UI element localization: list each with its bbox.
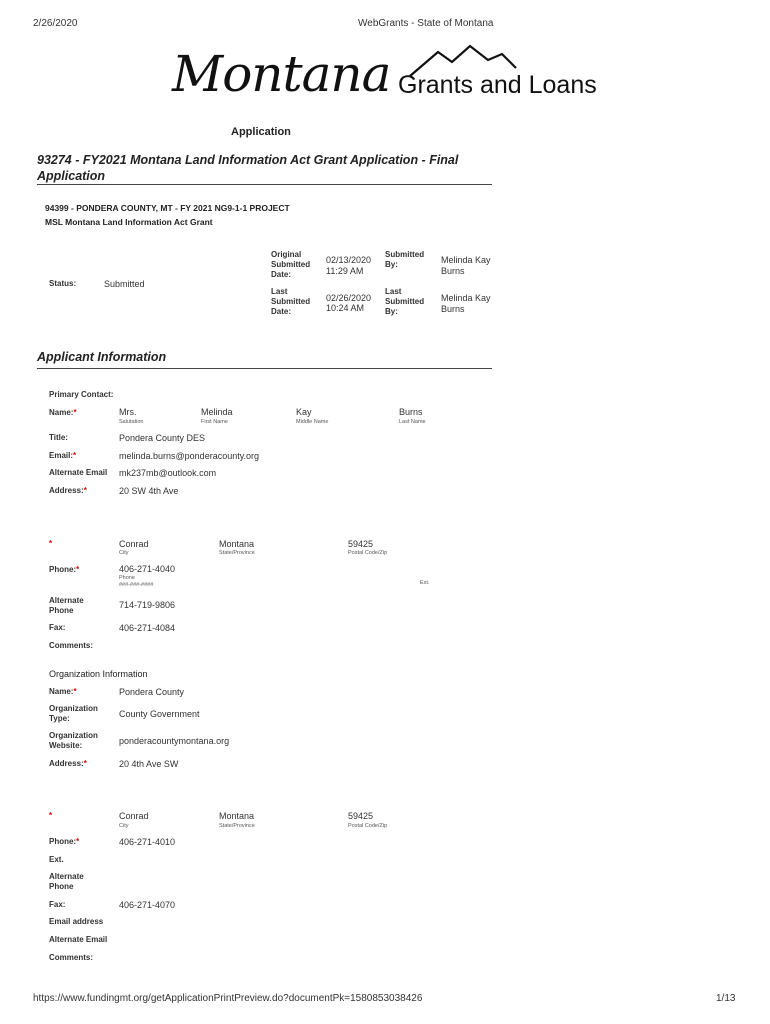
org-website-label: Organization Website: xyxy=(49,731,98,750)
last-submitted-date: 02/26/2020 xyxy=(326,293,372,303)
state-value: Montana xyxy=(219,539,255,549)
logo-text: Grants and Loans xyxy=(398,71,597,99)
ext-caption: Ext. xyxy=(420,580,430,586)
address-value: 20 SW 4th Ave xyxy=(119,486,179,496)
logo-script: Montana xyxy=(172,45,391,103)
required-marker: * xyxy=(73,687,77,696)
program-name: MSL Montana Land Information Act Grant xyxy=(45,217,213,227)
phone-format: ###-###-#### xyxy=(119,582,154,588)
zip-value: 59425 xyxy=(348,539,374,549)
required-marker: * xyxy=(73,451,77,460)
name-label-text: Name: xyxy=(49,408,74,417)
application-title: 93274 - FY2021 Montana Land Information Act Grant Application - Final Application xyxy=(37,153,459,183)
status-value: Submitted xyxy=(104,279,145,289)
phone-value: 406-271-4040 xyxy=(119,564,176,574)
org-alt-email-label: Alternate Email xyxy=(49,935,108,944)
last-submitted-time: 10:24 AM xyxy=(326,303,365,313)
org-ext-label: Ext. xyxy=(49,855,64,864)
required-marker: * xyxy=(76,837,80,846)
original-submitted-label: Original Submitted Date: xyxy=(271,250,311,279)
required-marker: * xyxy=(49,539,53,548)
org-city-caption: City xyxy=(119,823,129,829)
org-city-value: Conrad xyxy=(119,811,149,821)
footer-url: https://www.fundingmt.org/getApplicationPrintPreview.do?documentPk=1580853038426 xyxy=(33,993,423,1004)
status-label: Status: xyxy=(49,279,77,288)
phone-label xyxy=(49,565,79,574)
city-caption: City xyxy=(119,550,129,556)
org-zip-caption: Postal Code/Zip xyxy=(348,823,388,829)
org-type-label: Organization Type: xyxy=(49,704,98,723)
montana-logo xyxy=(172,44,622,114)
org-website-value: ponderacountymontana.org xyxy=(119,736,230,746)
page-number: 1/13 xyxy=(716,993,736,1004)
name-label xyxy=(49,408,77,417)
alt-email-value: mk237mb@outlook.com xyxy=(119,468,217,478)
original-submitted-time: 11:29 AM xyxy=(326,266,364,276)
applicant-divider xyxy=(37,368,492,369)
org-name-label xyxy=(49,687,77,696)
last-name-value: Burns xyxy=(399,407,423,417)
org-name-value: Pondera County xyxy=(119,687,185,697)
org-alt-phone-label: Alternate Phone xyxy=(49,872,84,891)
last-submitted-label: Last Submitted Date: xyxy=(271,287,311,316)
salutation-value: Mrs. xyxy=(119,407,137,417)
org-email-label: Email address xyxy=(49,917,104,926)
org-state-value: Montana xyxy=(219,811,255,821)
last-submitted-by-label: Last Submitted By: xyxy=(385,287,425,316)
fax-label: Fax: xyxy=(49,623,66,632)
email-value: melinda.burns@ponderacounty.org xyxy=(119,451,260,461)
last-submitted-by-value: Melinda Kay Burns xyxy=(441,293,491,314)
email-label-text: Email: xyxy=(49,451,74,460)
salutation-caption: Salutation xyxy=(119,419,144,425)
city-value: Conrad xyxy=(119,539,149,549)
last-name-caption: Last Name xyxy=(399,419,426,425)
email-label xyxy=(49,451,76,460)
title-label: Title: xyxy=(49,433,68,442)
address-label xyxy=(49,486,87,495)
first-name-caption: First Name xyxy=(201,419,228,425)
required-marker: * xyxy=(83,759,87,768)
title-value: Pondera County DES xyxy=(119,433,206,443)
comments-label: Comments: xyxy=(49,641,94,650)
print-title: WebGrants - State of Montana xyxy=(358,18,494,29)
organization-heading: Organization Information xyxy=(49,669,148,679)
org-phone-label xyxy=(49,837,79,846)
org-fax-value: 406-271-4070 xyxy=(119,900,176,910)
org-phone-label-text: Phone: xyxy=(49,837,77,846)
org-address-label xyxy=(49,759,87,768)
middle-name-caption: Middle Name xyxy=(296,419,329,425)
address-label-text: Address: xyxy=(49,486,84,495)
required-marker: * xyxy=(76,565,80,574)
project-name: 94399 - PONDERA COUNTY, MT - FY 2021 NG9-1-1 PROJECT xyxy=(45,203,290,213)
fax-value: 406-271-4084 xyxy=(119,623,176,633)
org-address-value: 20 4th Ave SW xyxy=(119,759,179,769)
org-address-label-text: Address: xyxy=(49,759,84,768)
phone-caption: Phone xyxy=(119,575,135,581)
page-heading: Application xyxy=(231,126,291,138)
org-fax-label: Fax: xyxy=(49,900,66,909)
org-name-label-text: Name: xyxy=(49,687,74,696)
org-type-value: County Government xyxy=(119,709,200,719)
submitted-by-label: Submitted By: xyxy=(385,250,425,269)
org-state-caption: State/Province xyxy=(219,823,255,829)
required-marker: * xyxy=(73,408,77,417)
first-name-value: Melinda xyxy=(201,407,233,417)
title-divider xyxy=(37,184,492,185)
org-phone-value: 406-271-4010 xyxy=(119,837,176,847)
alt-email-label: Alternate Email xyxy=(49,468,108,477)
original-submitted-date: 02/13/2020 xyxy=(326,255,372,265)
print-date: 2/26/2020 xyxy=(33,18,78,29)
zip-caption: Postal Code/Zip xyxy=(348,550,388,556)
alt-phone-value: 714-719-9806 xyxy=(119,600,176,610)
middle-name-value: Kay xyxy=(296,407,312,417)
primary-contact-label: Primary Contact: xyxy=(49,390,114,399)
required-marker: * xyxy=(49,811,53,820)
state-caption: State/Province xyxy=(219,550,255,556)
required-marker: * xyxy=(83,486,87,495)
org-zip-value: 59425 xyxy=(348,811,374,821)
alt-phone-label: Alternate Phone xyxy=(49,596,84,615)
phone-label-text: Phone: xyxy=(49,565,77,574)
applicant-heading: Applicant Information xyxy=(37,350,167,364)
org-comments-label: Comments: xyxy=(49,953,94,962)
submitted-by-value: Melinda Kay Burns xyxy=(441,255,491,276)
